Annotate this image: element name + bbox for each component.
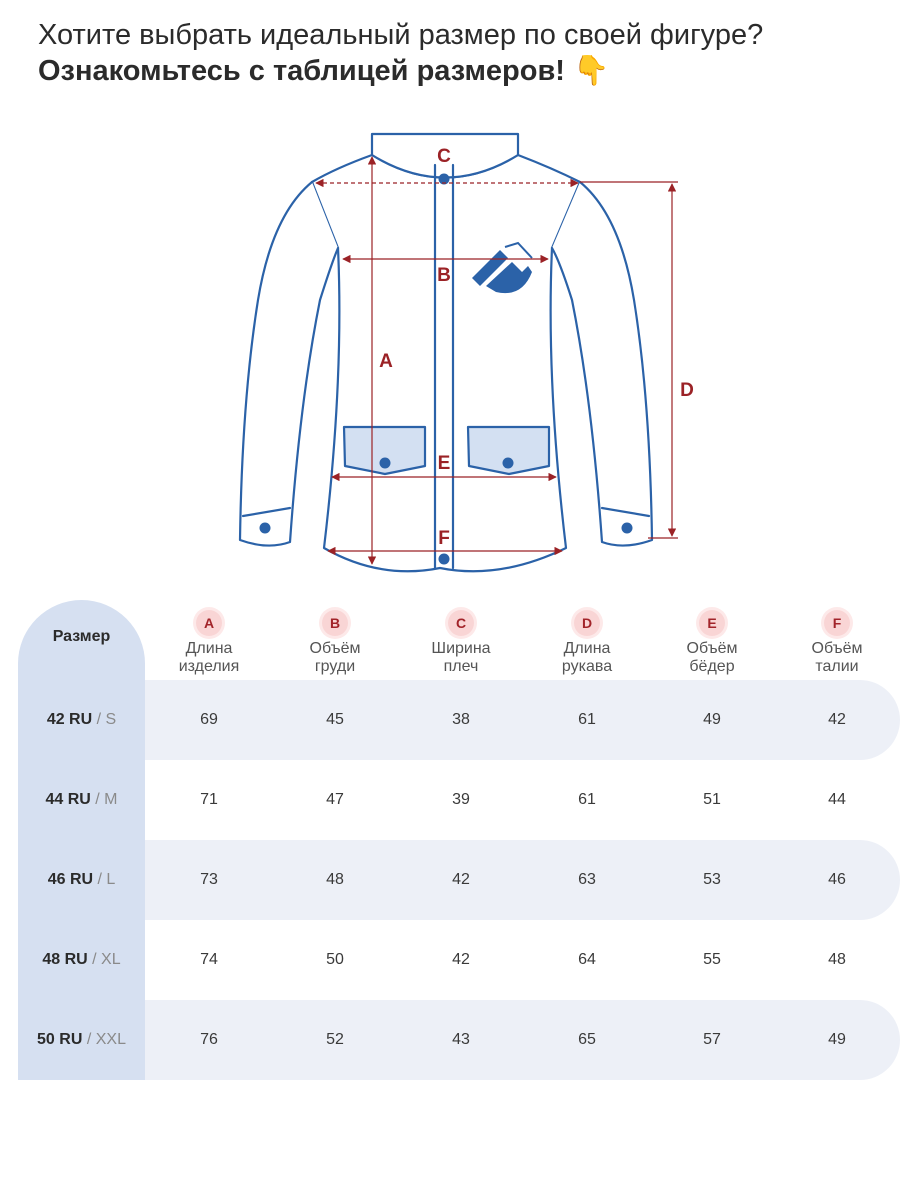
table-cell: 42 xyxy=(828,711,846,728)
column-header-b xyxy=(280,610,390,676)
table-row xyxy=(0,920,900,1000)
table-cell: 73 xyxy=(200,871,218,888)
table-cell: 49 xyxy=(703,711,721,728)
size-header: Размер xyxy=(52,628,111,645)
column-label: Длина xyxy=(563,640,611,657)
dim-label-f: F xyxy=(438,528,450,549)
size-intl: / M xyxy=(90,791,118,808)
table-cell: 38 xyxy=(452,711,470,728)
table-cell: 61 xyxy=(578,791,596,808)
title-line-1: Хотите выбрать идеальный размер по своей фигуре? xyxy=(38,19,764,51)
dim-label-d: D xyxy=(680,380,694,401)
table-cell: 46 xyxy=(828,871,846,888)
column-label: Ширина xyxy=(431,640,491,657)
table-row xyxy=(0,760,900,840)
table-cell: 42 xyxy=(452,871,470,888)
size-cell xyxy=(18,840,145,920)
size-intl: / XXL xyxy=(82,1031,126,1048)
column-header-e xyxy=(657,610,767,676)
table-cell: 44 xyxy=(828,791,846,808)
size-intl: / XL xyxy=(87,951,121,968)
table-cell: 55 xyxy=(703,951,721,968)
column-header-d xyxy=(532,610,642,676)
size-ru: 46 RU xyxy=(47,871,94,888)
table-cell: 49 xyxy=(828,1031,846,1048)
column-letter: C xyxy=(448,610,474,636)
jacket-svg xyxy=(220,125,700,580)
dim-label-c: C xyxy=(437,146,451,167)
column-header-c xyxy=(406,610,516,676)
column-label: плеч xyxy=(443,658,479,675)
size-cell xyxy=(18,760,145,840)
column-letter: D xyxy=(574,610,600,636)
title-line-2-text: Ознакомьтесь с таблицей размеров! xyxy=(38,55,565,87)
column-label: Объём xyxy=(811,640,863,657)
table-cell: 61 xyxy=(578,711,596,728)
table-cell: 43 xyxy=(452,1031,470,1048)
size-intl: / S xyxy=(92,711,117,728)
table-cell: 39 xyxy=(452,791,470,808)
column-header-a xyxy=(154,610,264,676)
left-sleeve xyxy=(240,182,338,546)
table-cell: 74 xyxy=(200,951,218,968)
column-label: Объём xyxy=(309,640,361,657)
table-cell: 50 xyxy=(326,951,344,968)
table-cell: 52 xyxy=(326,1031,344,1048)
table-cell: 64 xyxy=(578,951,596,968)
table-cell: 63 xyxy=(578,871,596,888)
table-row xyxy=(0,840,900,920)
size-ru: 48 RU xyxy=(42,951,88,968)
jacket-diagram xyxy=(220,125,700,580)
column-letter: E xyxy=(699,610,725,636)
size-cell xyxy=(18,680,145,760)
table-cell: 57 xyxy=(703,1031,721,1048)
size-intl: / L xyxy=(93,871,116,888)
table-cell: 65 xyxy=(578,1031,596,1048)
size-ru: 50 RU xyxy=(37,1031,83,1048)
table-cell: 76 xyxy=(200,1031,218,1048)
size-cell xyxy=(18,920,145,1000)
jacket-body-outline xyxy=(312,155,580,571)
column-label: рукава xyxy=(561,658,613,675)
table-cell: 48 xyxy=(828,951,846,968)
table-cell: 47 xyxy=(326,791,344,808)
table-cell: 51 xyxy=(703,791,721,808)
dim-label-a: A xyxy=(379,351,393,372)
size-ru: 44 RU xyxy=(45,791,91,808)
column-label: бёдер xyxy=(689,658,735,675)
column-letter: B xyxy=(322,610,348,636)
column-label: Длина xyxy=(185,640,233,657)
column-label: груди xyxy=(314,658,356,675)
table-cell: 71 xyxy=(200,791,218,808)
page-title xyxy=(38,18,878,89)
table-cell: 45 xyxy=(326,711,344,728)
column-label: талии xyxy=(815,658,859,675)
size-cell xyxy=(18,1000,145,1080)
column-letter: A xyxy=(196,610,222,636)
dim-label-e: E xyxy=(437,453,451,474)
table-cell: 53 xyxy=(703,871,721,888)
column-label: изделия xyxy=(178,658,240,675)
pointing-down-icon: 👇 xyxy=(573,53,610,87)
column-letter: F xyxy=(824,610,850,636)
title-line-2 xyxy=(38,52,878,89)
column-label: Объём xyxy=(686,640,738,657)
table-row xyxy=(0,1000,900,1080)
right-sleeve xyxy=(552,182,652,546)
column-header-f xyxy=(782,610,892,676)
dim-label-b: B xyxy=(437,265,451,286)
table-cell: 42 xyxy=(452,951,470,968)
table-cell: 48 xyxy=(326,871,344,888)
table-cell: 69 xyxy=(200,711,218,728)
table-row xyxy=(0,680,900,760)
size-ru: 42 RU xyxy=(46,711,93,728)
